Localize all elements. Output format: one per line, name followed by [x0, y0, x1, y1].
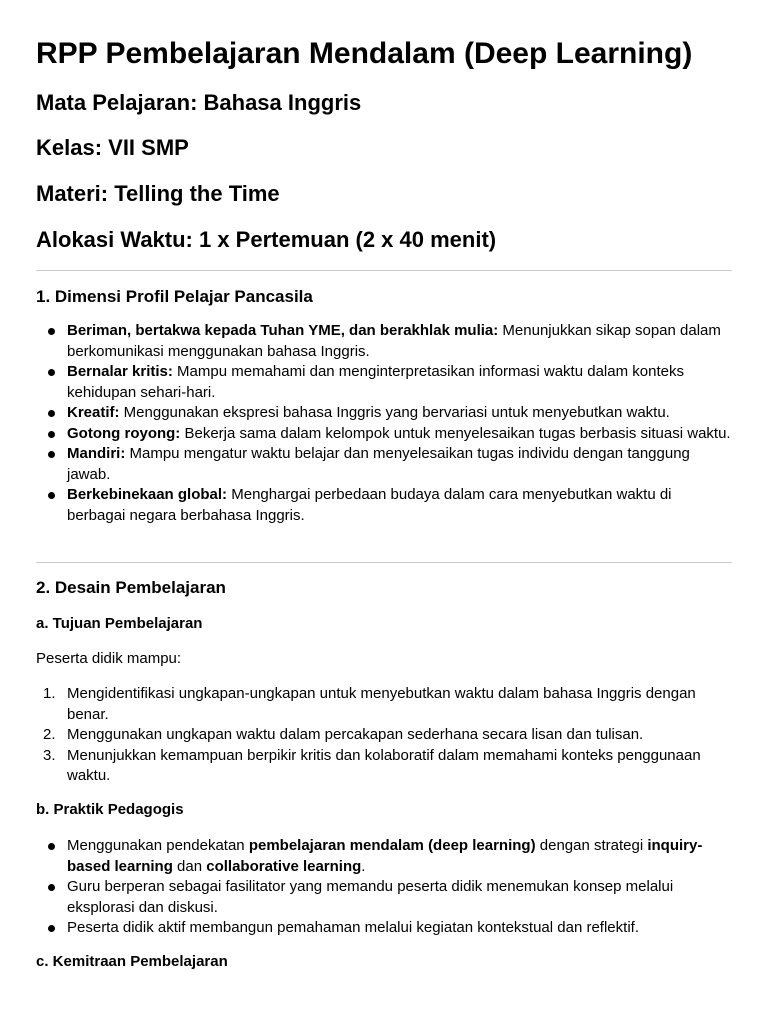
item-text: Mampu memahami dan menginterpretasikan informasi waktu dalam konteks kehidupan sehari-hari. — [67, 363, 684, 401]
item-text: Bekerja sama dalam kelompok untuk menyelesaikan tugas berbasis situasi waktu. — [180, 424, 731, 442]
item-text: Mengidentifikasi ungkapan-ungkapan untuk menyebutkan waktu dalam bahasa Inggris dengan benar. — [67, 685, 696, 723]
item-text: Menghargai perbedaan budaya dalam cara menyebutkan waktu di berbagai negara berbahasa Inggris. — [67, 486, 672, 524]
list-item — [36, 918, 732, 939]
divider — [36, 562, 732, 563]
list-item — [36, 321, 732, 362]
item-label: Kreatif: — [67, 404, 120, 421]
topic-heading: Materi: Telling the Time — [36, 181, 280, 206]
pedagogical-practice-list — [36, 836, 732, 939]
item-label: Berkebinekaan global: — [67, 486, 228, 503]
section-1-heading: 1. Dimensi Profil Pelajar Pancasila — [36, 287, 313, 306]
item-text: Guru berperan sebagai fasilitator yang memandu peserta didik menemukan konsep melalui eksplorasi dan diskusi. — [67, 878, 674, 916]
pedagogical-practice-heading: b. Praktik Pedagogis — [36, 801, 184, 818]
list-item — [36, 424, 732, 445]
item-label: Bernalar kritis: — [67, 363, 173, 380]
list-item — [36, 684, 732, 725]
item-text: Menggunakan ungkapan waktu dalam percakapan sederhana secara lisan dan tulisan. — [67, 726, 644, 743]
learning-partnership-heading: c. Kemitraan Pembelajaran — [36, 953, 228, 970]
item-text: Menunjukkan kemampuan berpikir kritis dan kolaboratif dalam memahami konteks penggunaan waktu. — [67, 746, 701, 784]
list-item — [36, 725, 732, 746]
item-text: . — [361, 857, 366, 875]
list-item — [36, 403, 732, 424]
item-text: Menggunakan pendekatan — [67, 837, 249, 854]
grade-heading: Kelas: VII SMP — [36, 135, 189, 160]
item-text: Mampu mengatur waktu belajar dan menyelesaikan tugas individu dengan tanggung jawab. — [67, 445, 690, 483]
section-2-heading: 2. Desain Pembelajaran — [36, 578, 226, 597]
item-number: 1. — [43, 685, 56, 702]
item-label: Beriman, bertakwa kepada Tuhan YME, dan berakhlak mulia: — [67, 322, 499, 339]
objectives-intro: Peserta didik mampu: — [36, 650, 182, 667]
document-title: RPP Pembelajaran Mendalam (Deep Learning) — [36, 37, 693, 70]
item-label: Mandiri: — [67, 445, 126, 462]
item-number: 2. — [43, 726, 56, 743]
list-item — [36, 444, 732, 485]
list-item — [36, 877, 732, 918]
item-text: Menunjukkan sikap sopan dalam berkomunikasi menggunakan bahasa Inggris. — [67, 322, 721, 360]
divider — [36, 270, 732, 271]
item-text: Peserta didik aktif membangun pemahaman melalui kegiatan kontekstual dan reflektif. — [67, 919, 639, 936]
item-text: dengan strategi — [535, 837, 648, 854]
item-label: Gotong royong: — [67, 424, 181, 442]
list-item — [36, 485, 732, 526]
list-item — [36, 746, 732, 787]
item-text: Menggunakan ekspresi bahasa Inggris yang bervariasi untuk menyebutkan waktu. — [119, 404, 670, 421]
item-text: dan — [172, 857, 207, 875]
time-allocation-heading: Alokasi Waktu: 1 x Pertemuan (2 x 40 menit) — [36, 227, 497, 252]
subject-heading: Mata Pelajaran: Bahasa Inggris — [36, 90, 362, 115]
learning-objectives-list — [36, 684, 732, 787]
profile-dimensions-list — [36, 321, 732, 526]
list-item — [36, 836, 732, 877]
item-emphasis: pembelajaran mendalam (deep learning) — [248, 837, 536, 854]
learning-objectives-heading: a. Tujuan Pembelajaran — [36, 615, 203, 632]
item-emphasis: inquiry-based learning — [67, 837, 703, 875]
item-emphasis: collaborative learning — [206, 857, 362, 875]
item-number: 3. — [43, 746, 56, 764]
list-item — [36, 362, 732, 403]
